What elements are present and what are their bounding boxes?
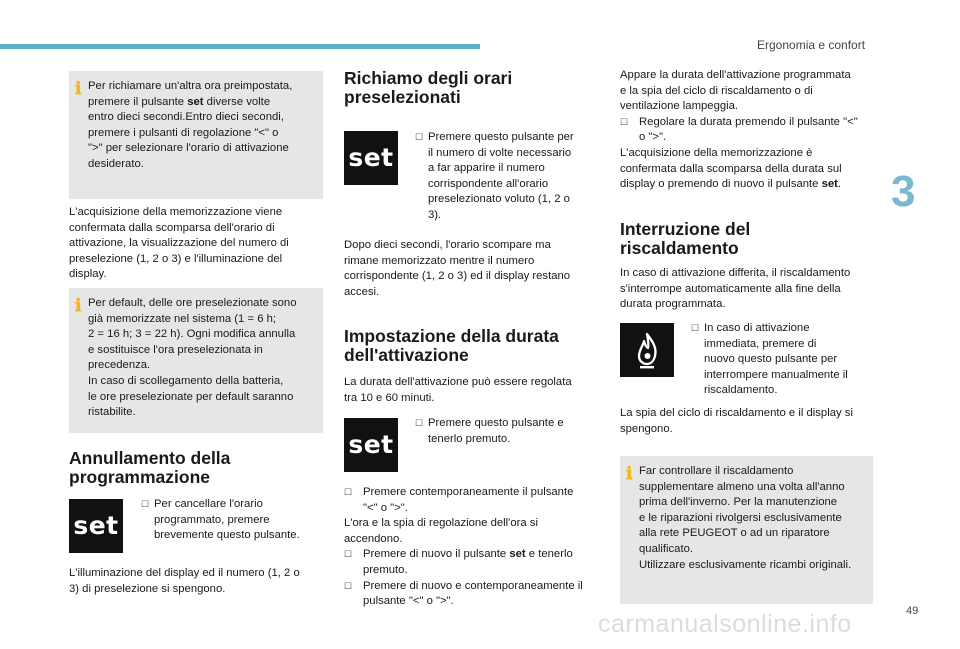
checkbox-bullet-icon: ☐ xyxy=(415,132,424,142)
bullet-item: ☐ Premere contemporaneamente il pulsante "<" o ">". xyxy=(344,486,574,514)
heading-cancel-programming: Annullamento della programmazione xyxy=(69,448,231,487)
bullet-item: ☐ Premere di nuovo il pulsante set e tenerlo premuto. xyxy=(344,548,573,576)
checkbox-bullet-icon: ☐ xyxy=(344,487,353,497)
manual-stop-step: ☐ In caso di attivazione immediata, premere di nuovo questo pulsante per interrompere manualmente il riscaldamento. xyxy=(691,322,848,397)
confirmation-paragraph: L'acquisizione della memorizzazione è confermata dalla scomparsa della durata sul display o premendo di nuovo il pulsante set. xyxy=(620,146,842,191)
heading-activation-duration: Impostazione della durata dell'attivazione xyxy=(344,326,559,365)
duration-instructions xyxy=(344,485,604,610)
note-text: Per default, delle ore preselezionate sono già memorizzate nel sistema (1 = 6 h; 2 = 16 h; 3 = 22 h). Ogni modifica annulla e sostituisce l'ora preselezionata in precedenza. In caso di scollegamento della batteria, le ore preselezionate per default saranno ristabilite. xyxy=(88,297,297,419)
page-number: 49 xyxy=(906,605,919,617)
duration-paragraph: Appare la durata dell'attivazione programmata e la spia del ciclo di riscaldamento o di ventilazione lampeggia. xyxy=(620,69,851,113)
indicator-off-paragraph: La spia del ciclo di riscaldamento e il display si spengono. xyxy=(620,407,853,435)
info-icon: ℹ xyxy=(75,79,82,98)
lights-on-line: L'ora e la spia di regolazione dell'ora si accendono. xyxy=(344,517,538,545)
checkbox-bullet-icon: ☐ xyxy=(344,580,353,591)
checkbox-bullet-icon: ☐ xyxy=(141,499,150,509)
recall-step: ☐ Premere questo pulsante per il numero di volte necessario a far apparire il numero corrispondente all'orario preselezionato voluto (1, 2 o 3). xyxy=(415,131,574,221)
auto-stop-paragraph: In caso di attivazione differita, il riscaldamento s'interrompe automaticamente alla fine della durata programmata. xyxy=(620,267,851,311)
note-text: Far controllare il riscaldamento supplementare almeno una volta all'anno prima dell'inverno. Per la manutenzione e le riparazioni rivolgersi esclusivamente alla rete PEUGEOT o ad un riparatore qualificato. Utilizzare esclusivamente ricambi originali. xyxy=(639,465,852,571)
hold-step: ☐ Premere questo pulsante e tenerlo premuto. xyxy=(415,417,564,445)
heading-heating-interruption: Interruzione del riscaldamento xyxy=(620,219,751,258)
checkbox-bullet-icon: ☐ xyxy=(344,549,353,560)
info-note-recall xyxy=(69,71,323,199)
heading-recall-presets: Richiamo degli orari preselezionati xyxy=(344,68,513,107)
flame-icon xyxy=(632,331,662,369)
note-text: Per richiamare un'altra ora preimpostata, premere il pulsante set diverse volte entro dieci secondi.Entro dieci secondi, premere i pulsanti di regolazione "<" o ">" per selezionare l'orario di attivazione desiderato. xyxy=(88,80,293,170)
cancel-step: ☐ Per cancellare l'orario programmato, premere brevemente questo pulsante. xyxy=(141,498,300,542)
after-ten-seconds-paragraph: Dopo dieci secondi, l'orario scompare ma rimane memorizzato mentre il numero corrispondente (1, 2 o 3) ed il display restano accesi. xyxy=(344,239,571,298)
bullet-item: ☐ Premere di nuovo e contemporaneamente il pulsante "<" o ">". xyxy=(344,579,583,608)
checkbox-bullet-icon: ☐ xyxy=(691,323,700,333)
chapter-number: 3 xyxy=(891,167,916,216)
watermark: carmanualsonline.info xyxy=(598,610,852,638)
set-button-icon: set xyxy=(344,418,398,472)
duration-range-paragraph: La durata dell'attivazione può essere regolata tra 10 e 60 minuti. xyxy=(344,376,572,404)
checkbox-bullet-icon: ☐ xyxy=(415,418,424,428)
checkbox-bullet-icon: ☐ xyxy=(620,116,629,127)
heater-flame-icon xyxy=(620,323,674,377)
info-icon: ℹ xyxy=(626,464,633,483)
display-off-paragraph: L'illuminazione del display ed il numero (1, 2 o 3) di preselezione si spengono. xyxy=(69,567,300,595)
duration-display-block xyxy=(620,68,880,193)
bullet-item: ☐ Regolare la durata premendo il pulsante "<" o ">". xyxy=(620,115,858,144)
info-icon: ℹ xyxy=(75,296,82,315)
set-button-icon: set xyxy=(344,131,398,185)
info-note-defaults xyxy=(69,288,323,433)
memorization-paragraph: L'acquisizione della memorizzazione viene confermata dalla scomparsa dell'orario di attivazione, la visualizzazione del numero di preselezione (1, 2 o 3) e l'illuminazione del display. xyxy=(69,206,289,281)
set-button-icon: set xyxy=(69,499,123,553)
section-title: Ergonomia e confort xyxy=(757,38,866,52)
info-note-maintenance xyxy=(620,456,873,604)
header-accent-bar xyxy=(0,44,480,49)
